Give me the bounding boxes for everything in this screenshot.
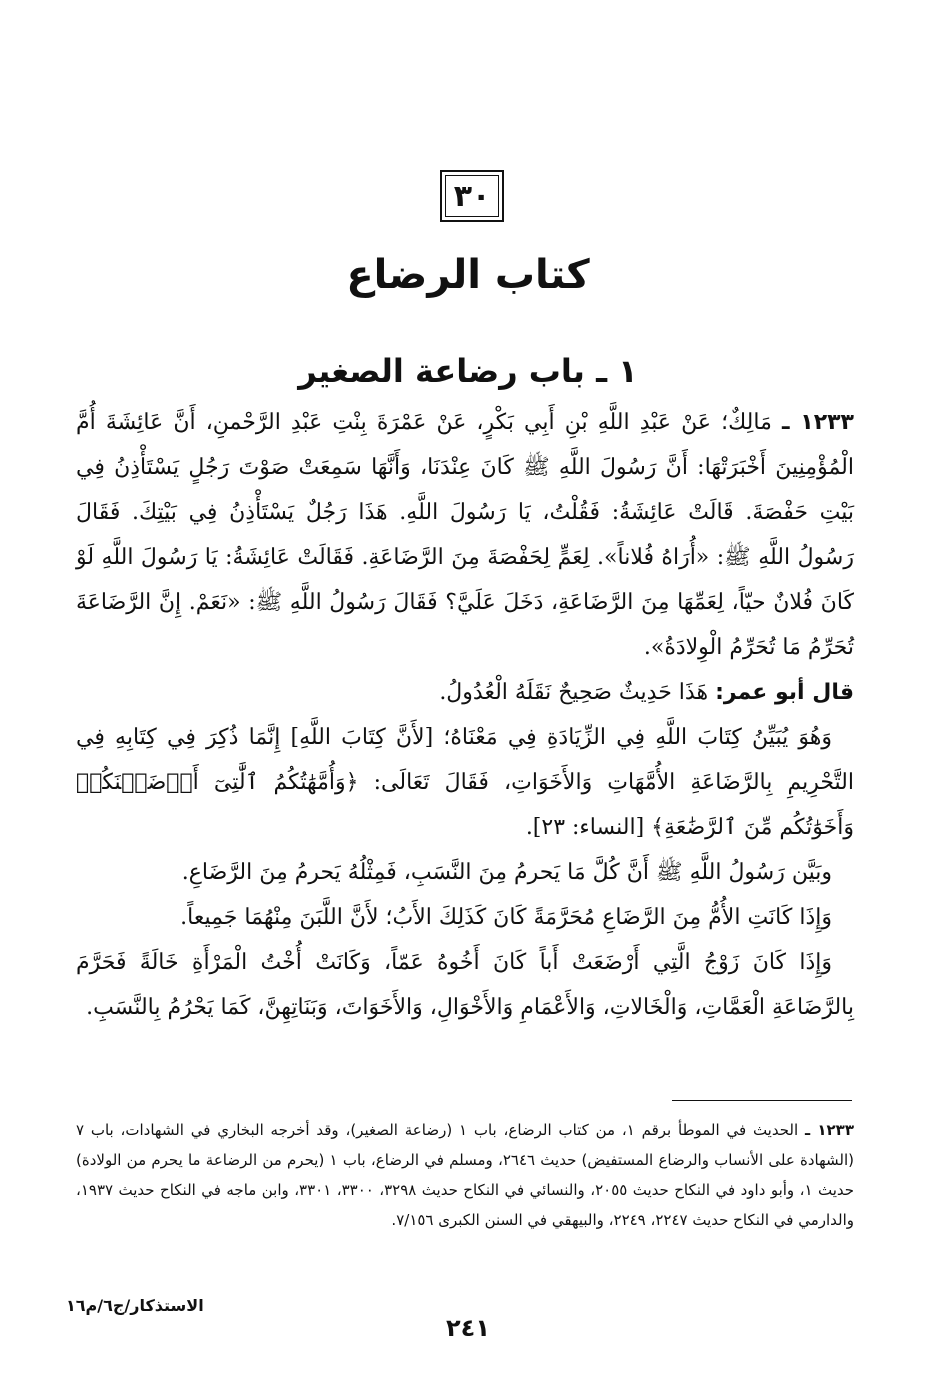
- commentary-paragraph-1: وَهُوَ يُبَيِّنُ كِتَابَ اللَّهِ فِي الزِّيَادَةِ فِي مَعْنَاهُ؛ [لأَنَّ كِتَابَ اللَّهِ] إِنَّمَا ذُكِرَ فِي كِتَابِهِ فِي التَّحْرِيمِ بِالرَّضَاعَةِ الأُمَّهَاتِ وَالأَخَوَاتِ، فَقَالَ تَعَالَى: ﴿وَأُمَّهَٰتُكُمُ ٱلَّٰتِىٓ أَرۡضَعۡنَكُمۡ وَأَخَوَٰتُكُم مِّنَ ٱلرَّضَٰعَةِ﴾ [النساء: ٢٣].: [76, 725, 854, 840]
- book-title: كتاب الرضاع: [346, 252, 590, 298]
- footnote-number: ١٢٣٣ ـ: [804, 1121, 854, 1139]
- chapter-number-box: [440, 170, 504, 222]
- footnote: [76, 1115, 854, 1235]
- main-text: [76, 400, 854, 1030]
- printer-signature: الاستذكار/ج٦/م١٦: [66, 1296, 204, 1315]
- grading-paragraph: [76, 670, 854, 715]
- footnote-text: الحديث في الموطأ برقم ١، من كتاب الرضاع، باب ١ (رضاعة الصغير)، وقد أخرجه البخاري في الشهادات، باب ٧ (الشهادة على الأنساب والرضاع المستفيض) حديث ٢٦٤٦، ومسلم في الرضاع، باب ١ (يحرم من الرضاعة ما يحرم من الولادة) حديث ١، وأبو داود في النكاح حديث ٢٠٥٥، والنسائي في النكاح حديث ٣٢٩٨، ٣٣٠٠، ٣٣٠١، وابن ماجه في النكاح حديث ١٩٣٧، والدارمي في النكاح حديث ٢٢٤٧، ٢٢٤٩، والبيهقي في السنن الكبرى ٧/١٥٦.: [76, 1121, 855, 1229]
- chapter-number: ٣٠: [453, 178, 491, 214]
- grading-text: هَذَا حَدِيثٌ صَحِيحٌ نَقَلَهُ الْعُدُولُ.: [439, 680, 709, 705]
- hadith-text: مَالِكٌ؛ عَنْ عَبْدِ اللَّهِ بْنِ أَبِي بَكْرٍ، عَنْ عَمْرَةَ بِنْتِ عَبْدِ الرَّحْمنِ، أَنَّ عَائِشَةَ أُمَّ الْمُؤْمِنِينَ أَخْبَرَتْهَا: أَنَّ رَسُولَ اللَّهِ ﷺ كَانَ عِنْدَنَا، وَأَنَّهَا سَمِعَتْ صَوْتَ رَجُلٍ يَسْتَأْذِنُ فِي بَيْتِ حَفْصَةَ. قَالَتْ عَائِشَةُ: فَقُلْتُ، يَا رَسُولَ اللَّهِ. هَذَا رَجُلٌ يَسْتَأْذِنُ فِي بَيْتِكَ. فَقَالَ رَسُولُ اللَّهِ ﷺ: «أُرَاهُ فُلاناً». لِعَمٍّ لِحَفْصَةَ مِنَ الرَّضَاعَةِ. فَقَالَتْ عَائِشَةُ: يَا رَسُولَ اللَّهِ لَوْ كَانَ فُلانٌ حيّاً، لِعَمِّهَا مِنَ الرَّضَاعَةِ، دَخَلَ عَلَيَّ؟ فَقَالَ رَسُولُ اللَّهِ ﷺ: «نَعَمْ. إِنَّ الرَّضَاعَةَ تُحَرِّمُ مَا تُحَرِّمُ الْوِلادَةُ».: [76, 410, 855, 660]
- commentary-paragraph-3: وَإِذَا كَانَتِ الأُمُّ مِنَ الرَّضَاعِ مُحَرَّمَةً كَانَ كَذَلِكَ الأَبُ؛ لأَنَّ اللَّبَنَ مِنْهُمَا جَمِيعاً.: [180, 905, 832, 930]
- commentary-speaker: قال أبو عمر:: [715, 680, 854, 705]
- page-number: ٢٤١: [446, 1314, 490, 1342]
- footnote-divider: [672, 1100, 852, 1101]
- hadith-number: ١٢٣٣ ـ: [781, 410, 854, 435]
- commentary-paragraph-2: وبَيَّن رَسُولُ اللَّهِ ﷺ أَنَّ كُلَّ مَا يَحرمُ مِنَ النَّسَبِ، فَمِثْلُهُ يَحرمُ مِنَ الرَّضَاعِ.: [181, 860, 832, 885]
- chapter-heading: ١ ـ باب رضاعة الصغير: [298, 352, 638, 390]
- commentary-paragraph-4: وَإِذَا كَانَ زَوْجُ الَّتِي أَرْضَعَتْ أَباً كَانَ أَخُوهُ عَمّاً، وَكَانَتْ أُخْتُ الْمَرْأَةِ خَالَةً فَحَرَّمَ بِالرَّضَاعَةِ الْعَمَّاتِ، وَالْخَالاتِ، وَالأَعْمَامِ وَالأَخْوَالِ، وَالأَخَوَاتَ، وَبَنَاتِهِنَّ، كَمَا يَحْرُمُ بِالنَّسَبِ.: [76, 950, 854, 1020]
- hadith-paragraph: [76, 400, 854, 670]
